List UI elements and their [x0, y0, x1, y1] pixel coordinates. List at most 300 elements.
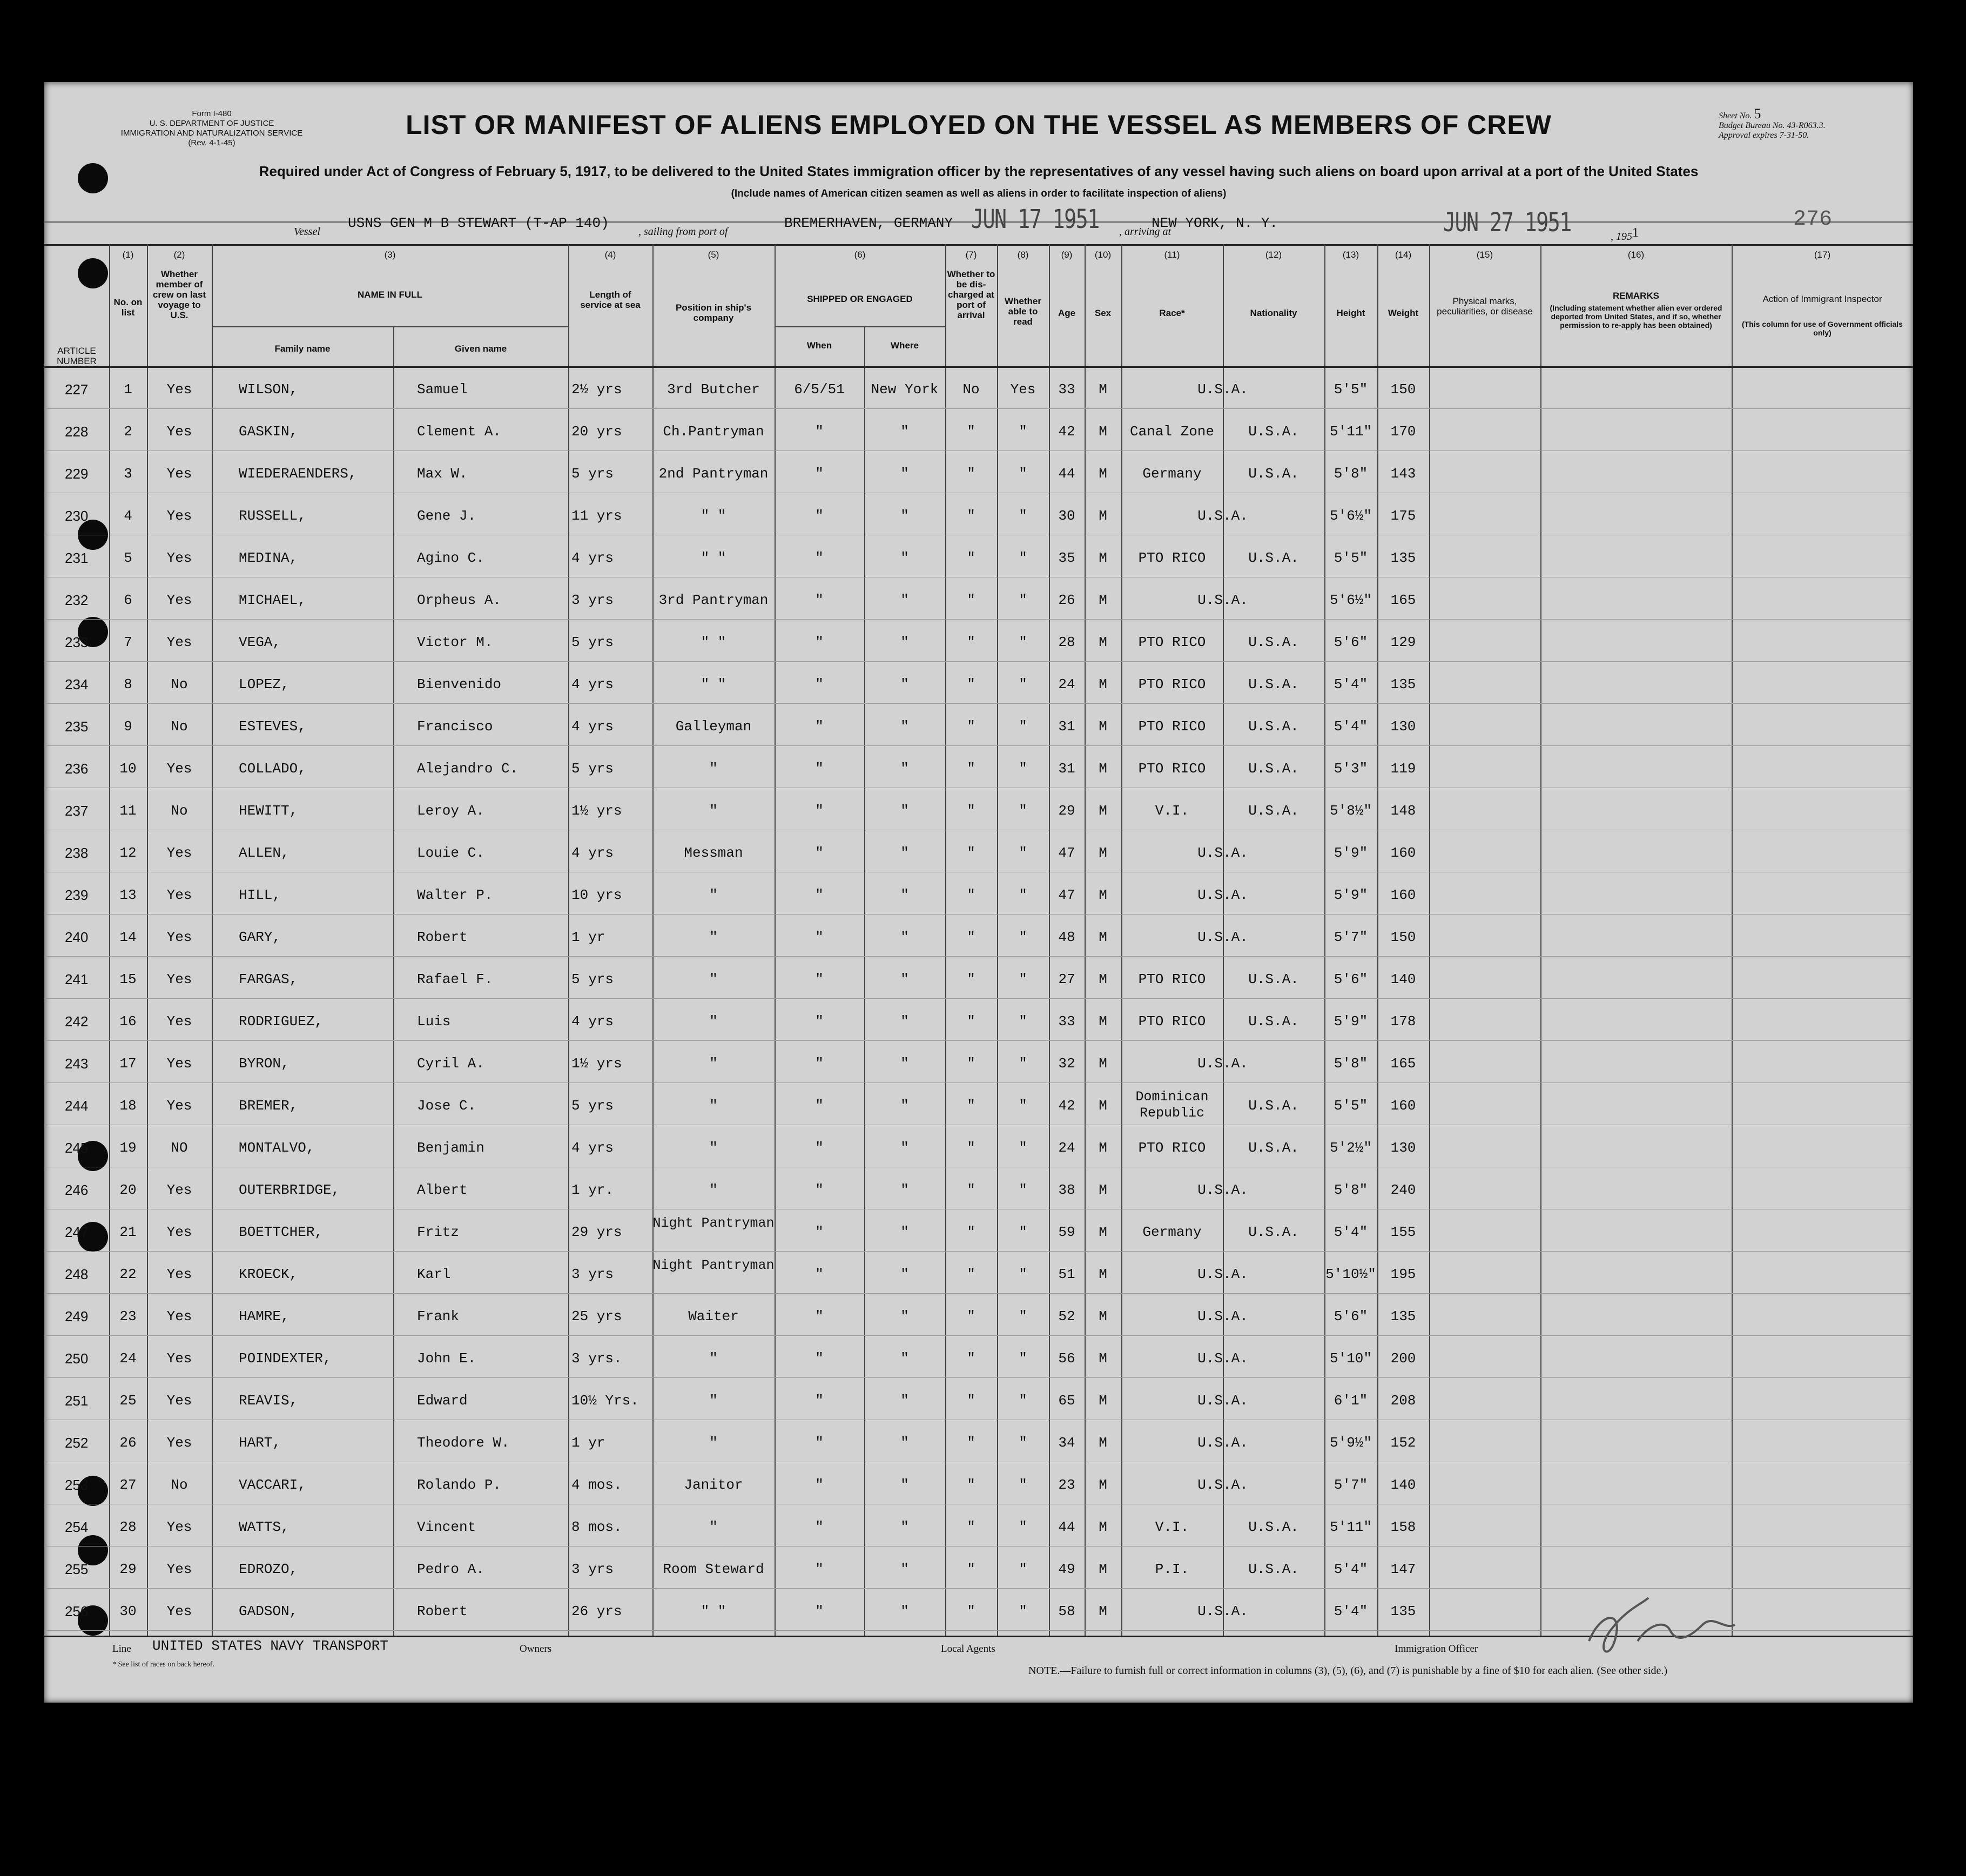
row-line [44, 1082, 1913, 1083]
cell-where: " [900, 1098, 909, 1114]
cell-weight: 150 [1390, 929, 1416, 945]
article-number: 229 [65, 466, 89, 482]
cell-where: " [900, 1393, 909, 1409]
cell-number: 4 [124, 508, 132, 524]
header-discharged: Whether to be dis-charged at port of arrival [947, 269, 995, 320]
article-number: 255 [65, 1561, 89, 1577]
cell-given-name: Pedro A. [417, 1561, 484, 1577]
cell-age: 35 [1058, 550, 1075, 566]
article-number: 239 [65, 887, 89, 903]
header-c3-num: (3) [384, 250, 396, 260]
cell-weight: 147 [1390, 1561, 1416, 1577]
cell-weight: 150 [1390, 381, 1416, 398]
cell-service: 5 yrs [571, 971, 614, 987]
page-number-stamp: 276 [1793, 207, 1833, 232]
cell-age: 44 [1058, 1519, 1075, 1535]
cell-when: " [815, 929, 824, 945]
cell-when: " [815, 1224, 824, 1240]
cell-sex: M [1099, 466, 1107, 482]
header-article-number: ARTICLE NUMBER [57, 346, 97, 366]
cell-position: " [709, 1393, 718, 1409]
cell-given-name: Leroy A. [417, 803, 484, 819]
cell-crew: Yes [166, 1519, 192, 1535]
cell-sex: M [1099, 1224, 1107, 1240]
cell-family-name: HILL, [239, 887, 281, 903]
cell-discharged: " [967, 550, 975, 566]
cell-when: " [815, 676, 824, 692]
cell-when: " [815, 550, 824, 566]
cell-given-name: John E. [417, 1350, 476, 1367]
cell-read: " [1019, 1098, 1027, 1114]
cell-number: 19 [119, 1140, 137, 1156]
cell-nationality: U.S.A. [1248, 676, 1299, 692]
officer-signature [1578, 1592, 1740, 1657]
article-number: 236 [65, 761, 89, 777]
cell-when: " [815, 1477, 824, 1493]
cell-family-name: BREMER, [239, 1098, 298, 1114]
vessel-label: Vessel [294, 226, 320, 238]
cell-weight: 160 [1390, 1098, 1416, 1114]
header-where: Where [891, 340, 919, 351]
cell-given-name: Edward [417, 1393, 468, 1409]
cell-read: " [1019, 1224, 1027, 1240]
cell-sex: M [1099, 1350, 1107, 1367]
cell-family-name: ALLEN, [239, 845, 289, 861]
cell-discharged: " [967, 1308, 975, 1324]
cell-service: 3 yrs [571, 1561, 614, 1577]
cell-age: 42 [1058, 1098, 1075, 1114]
cell-service: 25 yrs [571, 1308, 622, 1324]
cell-position: " [709, 1182, 718, 1198]
cell-number: 13 [119, 887, 137, 903]
cell-position: 3rd Pantryman [658, 592, 769, 608]
cell-family-name: HART, [239, 1435, 281, 1451]
cell-family-name: LOPEZ, [239, 676, 289, 692]
header-c15-num: (15) [1476, 250, 1493, 260]
cell-when: " [815, 423, 824, 440]
cell-position: " [709, 1435, 718, 1451]
cell-sex: M [1099, 1182, 1107, 1198]
row-line [44, 450, 1913, 451]
shipped-subheader-line [775, 326, 945, 327]
header-crew-last-voyage: Whether member of crew on last voyage to U.S. [152, 269, 206, 320]
cell-read: " [1019, 550, 1027, 566]
cell-number: 12 [119, 845, 137, 861]
cell-weight: 200 [1390, 1350, 1416, 1367]
cell-where: " [900, 1013, 909, 1030]
cell-given-name: Samuel [417, 381, 468, 398]
cell-given-name: Albert [417, 1182, 468, 1198]
cell-race: Dominican Republic [1135, 1089, 1209, 1121]
header-age: Age [1058, 308, 1076, 318]
cell-height: 5'10½" [1325, 1266, 1376, 1282]
cell-weight: 119 [1390, 761, 1416, 777]
header-c5-num: (5) [708, 250, 719, 260]
cell-read: " [1019, 634, 1027, 650]
cell-height: 5'9" [1334, 887, 1368, 903]
cell-discharged: " [967, 1350, 975, 1367]
column-line [393, 326, 394, 1636]
cell-family-name: BOETTCHER, [239, 1224, 324, 1240]
header-bottom-line [44, 366, 1913, 368]
header-c9-num: (9) [1061, 250, 1073, 260]
cell-height: 5'10" [1329, 1350, 1372, 1367]
cell-discharged: " [967, 1266, 975, 1282]
required-text: Required under Act of Congress of February 5, 1917, to be delivered to the United States immigration officer by the representatives of any vessel having such aliens on board upon arrival at a port of the United States [259, 163, 1699, 179]
cell-race: U.S.A. [1197, 929, 1248, 945]
cell-given-name: Vincent [417, 1519, 476, 1535]
cell-read: " [1019, 718, 1027, 735]
cell-number: 17 [119, 1055, 137, 1072]
row-line [44, 914, 1913, 915]
cell-height: 5'6½" [1329, 592, 1372, 608]
cell-crew: Yes [166, 1013, 192, 1030]
cell-crew: Yes [166, 1182, 192, 1198]
cell-where: " [900, 423, 909, 440]
cell-given-name: Robert [417, 929, 468, 945]
cell-when: " [815, 803, 824, 819]
cell-height: 5'7" [1334, 929, 1368, 945]
cell-crew: Yes [166, 929, 192, 945]
cell-given-name: Bienvenido [417, 676, 502, 692]
cell-height: 5'3" [1334, 761, 1368, 777]
cell-sex: M [1099, 929, 1107, 945]
cell-age: 34 [1058, 1435, 1075, 1451]
cell-height: 5'9" [1334, 845, 1368, 861]
cell-position: " " [701, 634, 726, 650]
cell-service: 10 yrs [571, 887, 622, 903]
cell-where: " [900, 1603, 909, 1619]
sheet-label: Sheet No. [1719, 111, 1752, 120]
name-subheader-line [212, 326, 568, 327]
cell-read: " [1019, 887, 1027, 903]
header-c14-num: (14) [1395, 250, 1412, 260]
cell-race: PTO RICO [1138, 634, 1206, 650]
cell-when: " [815, 1519, 824, 1535]
cell-service: 1 yr [571, 1435, 605, 1451]
row-line [44, 1040, 1913, 1041]
cell-race: PTO RICO [1138, 971, 1206, 987]
article-number: 242 [65, 1013, 89, 1030]
cell-service: 29 yrs [571, 1224, 622, 1240]
cell-position: " [709, 1350, 718, 1367]
cell-race: P.I. [1155, 1561, 1189, 1577]
line-value: UNITED STATES NAVY TRANSPORT [152, 1638, 388, 1654]
cell-service: 3 yrs. [571, 1350, 622, 1367]
cell-age: 52 [1058, 1308, 1075, 1324]
cell-weight: 148 [1390, 803, 1416, 819]
header-c12-num: (12) [1265, 250, 1282, 260]
cell-discharged: " [967, 1477, 975, 1493]
cell-read: " [1019, 929, 1027, 945]
cell-discharged: " [967, 1393, 975, 1409]
cell-sex: M [1099, 550, 1107, 566]
cell-when: " [815, 1098, 824, 1114]
cell-number: 21 [119, 1224, 137, 1240]
cell-where: " [900, 1519, 909, 1535]
cell-sex: M [1099, 1098, 1107, 1114]
cell-read: " [1019, 508, 1027, 524]
cell-height: 5'4" [1334, 718, 1368, 735]
cell-weight: 165 [1390, 592, 1416, 608]
cell-service: 8 mos. [571, 1519, 622, 1535]
sailing-date-stamp: JUN 17 1951 [971, 204, 1099, 234]
cell-height: 5'4" [1334, 1224, 1368, 1240]
cell-given-name: Fritz [417, 1224, 460, 1240]
local-agents-label: Local Agents [941, 1643, 995, 1655]
cell-number: 5 [124, 550, 132, 566]
cell-weight: 158 [1390, 1519, 1416, 1535]
cell-where: " [900, 676, 909, 692]
cell-age: 30 [1058, 508, 1075, 524]
article-number: 246 [65, 1182, 89, 1198]
cell-position: " [709, 1098, 718, 1114]
cell-read: " [1019, 466, 1027, 482]
cell-crew: Yes [166, 1266, 192, 1282]
cell-crew: Yes [166, 550, 192, 566]
row-line [44, 703, 1913, 704]
cell-weight: 135 [1390, 1308, 1416, 1324]
column-line [212, 244, 213, 1636]
cell-family-name: MONTALVO, [239, 1140, 315, 1156]
cell-number: 22 [119, 1266, 137, 1282]
cell-sex: M [1099, 845, 1107, 861]
cell-nationality: U.S.A. [1248, 550, 1299, 566]
cell-discharged: " [967, 676, 975, 692]
cell-read: " [1019, 1393, 1027, 1409]
cell-age: 59 [1058, 1224, 1075, 1240]
cell-sex: M [1099, 1266, 1107, 1282]
cell-service: 5 yrs [571, 634, 614, 650]
cell-given-name: Rafael F. [417, 971, 493, 987]
header-able-to-read: Whether able to read [1005, 296, 1041, 327]
cell-weight: 130 [1390, 718, 1416, 735]
cell-discharged: " [967, 423, 975, 440]
header-remarks: REMARKS [1613, 291, 1659, 301]
cell-sex: M [1099, 1435, 1107, 1451]
cell-position: " [709, 1055, 718, 1072]
cell-family-name: GASKIN, [239, 423, 298, 440]
column-line [1732, 244, 1733, 1636]
cell-age: 26 [1058, 592, 1075, 608]
cell-weight: 240 [1390, 1182, 1416, 1198]
cell-position: 2nd Pantryman [658, 466, 769, 482]
cell-given-name: Max W. [417, 466, 468, 482]
cell-read: " [1019, 1055, 1027, 1072]
cell-race: Canal Zone [1129, 423, 1215, 440]
cell-number: 1 [124, 381, 132, 398]
cell-discharged: " [967, 971, 975, 987]
cell-family-name: VACCARI, [239, 1477, 306, 1493]
cell-read: " [1019, 1266, 1027, 1282]
header-when: When [806, 340, 832, 351]
cell-weight: 208 [1390, 1393, 1416, 1409]
cell-where: " [900, 718, 909, 735]
cell-when: " [815, 1435, 824, 1451]
cell-where: " [900, 761, 909, 777]
cell-family-name: REAVIS, [239, 1393, 298, 1409]
cell-height: 5'9" [1334, 1013, 1368, 1030]
cell-when: " [815, 887, 824, 903]
cell-where: " [900, 1224, 909, 1240]
cell-number: 23 [119, 1308, 137, 1324]
cell-service: 1½ yrs [571, 803, 622, 819]
cell-family-name: HEWITT, [239, 803, 298, 819]
cell-position: " [709, 1140, 718, 1156]
cell-given-name: Rolando P. [417, 1477, 502, 1493]
cell-weight: 135 [1390, 1603, 1416, 1619]
cell-crew: Yes [166, 1098, 192, 1114]
cell-sex: M [1099, 592, 1107, 608]
form-number: Form I-480 [192, 109, 232, 118]
cell-family-name: RUSSELL, [239, 508, 306, 524]
cell-race: V.I. [1155, 803, 1189, 819]
cell-crew: Yes [166, 1055, 192, 1072]
page-title: LIST OR MANIFEST OF ALIENS EMPLOYED ON THE VESSEL AS MEMBERS OF CREW [406, 110, 1552, 140]
cell-number: 25 [119, 1393, 137, 1409]
header-remarks-detail: (Including statement whether alien ever ordered deported from United States, and if so, whether permission to re-apply has been obtained) [1550, 304, 1722, 330]
cell-weight: 178 [1390, 1013, 1416, 1030]
cell-number: 27 [119, 1477, 137, 1493]
article-number: 235 [65, 718, 89, 735]
cell-when: " [815, 1561, 824, 1577]
header-nationality: Nationality [1250, 308, 1297, 318]
cell-number: 6 [124, 592, 132, 608]
article-number: 252 [65, 1435, 89, 1451]
cell-discharged: " [967, 1435, 975, 1451]
cell-weight: 175 [1390, 508, 1416, 524]
cell-where: " [900, 1140, 909, 1156]
cell-position: Waiter [688, 1308, 739, 1324]
cell-discharged: " [967, 1013, 975, 1030]
row-line [44, 619, 1913, 620]
cell-age: 65 [1058, 1393, 1075, 1409]
row-line [44, 661, 1913, 662]
cell-service: 4 yrs [571, 1140, 614, 1156]
cell-read: " [1019, 1561, 1027, 1577]
cell-age: 27 [1058, 971, 1075, 987]
cell-when: " [815, 845, 824, 861]
cell-crew: Yes [166, 761, 192, 777]
cell-given-name: Jose C. [417, 1098, 476, 1114]
cell-height: 5'6" [1334, 1308, 1368, 1324]
cell-crew: Yes [166, 971, 192, 987]
cell-nationality: U.S.A. [1248, 1519, 1299, 1535]
cell-given-name: Cyril A. [417, 1055, 484, 1072]
cell-sex: M [1099, 1561, 1107, 1577]
cell-discharged: " [967, 592, 975, 608]
cell-when: " [815, 592, 824, 608]
cell-race: U.S.A. [1197, 381, 1248, 398]
cell-crew: Yes [166, 592, 192, 608]
cell-family-name: BYRON, [239, 1055, 289, 1072]
cell-position: " " [701, 676, 726, 692]
cell-discharged: " [967, 887, 975, 903]
article-number: 227 [65, 381, 89, 398]
cell-number: 20 [119, 1182, 137, 1198]
cell-service: 1½ yrs [571, 1055, 622, 1072]
article-number: 256 [65, 1603, 89, 1619]
row-line [44, 1377, 1913, 1378]
header-c7-num: (7) [965, 250, 977, 260]
cell-race: U.S.A. [1197, 592, 1248, 608]
cell-weight: 165 [1390, 1055, 1416, 1072]
cell-family-name: GARY, [239, 929, 281, 945]
immigration-officer-label: Immigration Officer [1395, 1643, 1478, 1655]
header-action-inspector: Action of Immigrant Inspector [1762, 294, 1882, 304]
row-line [44, 1335, 1913, 1336]
cell-crew: No [171, 803, 188, 819]
cell-where: " [900, 1561, 909, 1577]
cell-when: " [815, 1603, 824, 1619]
cell-discharged: " [967, 1519, 975, 1535]
cell-where: " [900, 1477, 909, 1493]
cell-position: " [709, 971, 718, 987]
cell-height: 6'1" [1334, 1393, 1368, 1409]
punch-hole [78, 258, 108, 288]
cell-discharged: No [962, 381, 980, 398]
cell-family-name: WIEDERAENDERS, [239, 466, 357, 482]
cell-when: " [815, 1182, 824, 1198]
cell-number: 18 [119, 1098, 137, 1114]
cell-race: U.S.A. [1197, 1182, 1248, 1198]
cell-read: " [1019, 1519, 1027, 1535]
cell-read: " [1019, 592, 1027, 608]
cell-sex: M [1099, 676, 1107, 692]
cell-height: 5'6½" [1329, 508, 1372, 524]
cell-position: Night Pantryman [652, 1215, 775, 1231]
cell-nationality: U.S.A. [1248, 466, 1299, 482]
cell-weight: 130 [1390, 1140, 1416, 1156]
cell-nationality: U.S.A. [1248, 1561, 1299, 1577]
article-number: 244 [65, 1098, 89, 1114]
cell-race: PTO RICO [1138, 761, 1206, 777]
cell-height: 5'8" [1334, 1055, 1368, 1072]
cell-where: " [900, 1435, 909, 1451]
header-c10-num: (10) [1094, 250, 1112, 260]
cell-age: 23 [1058, 1477, 1075, 1493]
article-number: 240 [65, 929, 89, 945]
cell-read: " [1019, 1182, 1027, 1198]
cell-nationality: U.S.A. [1248, 1098, 1299, 1114]
cell-read: " [1019, 1435, 1027, 1451]
row-line [44, 745, 1913, 746]
cell-read: " [1019, 676, 1027, 692]
cell-position: " " [701, 508, 726, 524]
cell-where: " [900, 592, 909, 608]
cell-age: 33 [1058, 381, 1075, 398]
cell-family-name: WILSON, [239, 381, 298, 398]
cell-given-name: Theodore W. [417, 1435, 510, 1451]
cell-number: 11 [119, 803, 137, 819]
cell-number: 26 [119, 1435, 137, 1451]
cell-discharged: " [967, 508, 975, 524]
cell-weight: 170 [1390, 423, 1416, 440]
article-number: 251 [65, 1393, 89, 1409]
cell-race: U.S.A. [1197, 845, 1248, 861]
cell-discharged: " [967, 845, 975, 861]
departure-port: BREMERHAVEN, GERMANY [784, 215, 953, 231]
cell-age: 56 [1058, 1350, 1075, 1367]
cell-sex: M [1099, 803, 1107, 819]
header-shipped-engaged: SHIPPED OR ENGAGED [807, 294, 913, 304]
cell-height: 5'4" [1334, 1561, 1368, 1577]
cell-crew: Yes [166, 1224, 192, 1240]
cell-race: Germany [1142, 466, 1202, 482]
cell-where: " [900, 508, 909, 524]
cell-family-name: HAMRE, [239, 1308, 289, 1324]
cell-age: 47 [1058, 845, 1075, 861]
